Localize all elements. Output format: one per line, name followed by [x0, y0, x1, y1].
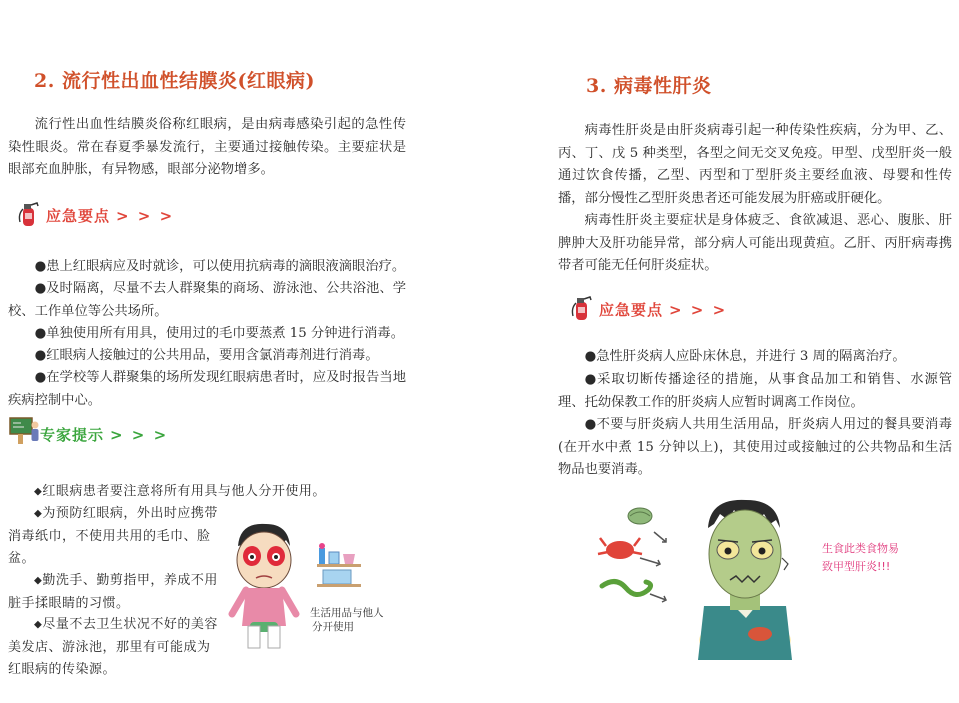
right-intro-paragraph: 病毒性肝炎是由肝炎病毒引起一种传染性疾病，分为甲、乙、丙、丁、戊 5 种类型，各型之间无交叉免疫。甲型、戊型肝炎一般通过饮食传播，乙型、丙型和丁型肝炎主要经血液、母婴和性传播，部分慢性乙型肝炎患者还可能发展为肝癌或肝硬化。 [558, 123, 952, 206]
left-caption-line: 分开使用 [312, 621, 354, 633]
right-emergency-item: ●急性肝炎病人应卧床休息，并进行 3 周的隔离治疗。 [584, 349, 906, 364]
fire-extinguisher-icon [569, 294, 593, 322]
red-eye-child-illustration [224, 518, 304, 652]
left-illustration-caption [310, 606, 390, 634]
right-intro-paragraph: 病毒性肝炎主要症状是身体疲乏、食欲减退、恶心、腹胀、肝脾肿大及肝功能异常，部分病人可能出现黄疸。乙肝、丙肝病毒携带者可能无任何肝炎症状。 [558, 213, 952, 273]
left-emergency-item: ●单独使用所有用具，使用过的毛巾要蒸煮 15 分钟进行消毒。 [34, 326, 404, 341]
right-emergency-label: 应急要点 [599, 301, 664, 319]
fire-extinguisher-icon [16, 200, 40, 228]
left-emergency-label: 应急要点 [46, 207, 111, 225]
daily-items-shelf-illustration [315, 540, 365, 596]
left-emergency-arrows: > > > [116, 207, 175, 225]
left-expert-header [10, 422, 210, 446]
contaminated-food-illustration [596, 502, 696, 622]
left-section-title: 2. 流行性出血性结膜炎(红眼病) [34, 70, 315, 92]
right-caption-line: 致甲型肝炎!!! [822, 560, 891, 573]
teacher-board-icon [8, 416, 42, 446]
left-caption-line: 生活用品与他人 [310, 607, 384, 619]
right-caption-line: 生食此类食物易 [822, 542, 899, 555]
left-expert-lead: ◆红眼病患者要注意将所有用具与他人分开使用。 [34, 484, 326, 499]
right-emergency-item: ●采取切断传播途径的措施，从事食品加工和销售、水源管理、托幼保教工作的肝炎病人应暂时调离工作岗位。 [558, 372, 952, 410]
left-expert-label: 专家提示 [40, 426, 105, 444]
left-expert-item: ◆为预防红眼病，外出时应携带消毒纸巾，不使用共用的毛巾、脸盆。 [8, 506, 218, 566]
sick-man-illustration [690, 494, 800, 660]
left-intro-paragraph: 流行性出血性结膜炎俗称红眼病，是由病毒感染引起的急性传染性眼炎。常在春夏季暴发流行，主要通过接触传染。主要症状是眼部充血肿胀，有异物感，眼部分泌物增多。 [8, 117, 406, 177]
left-emergency-header [16, 203, 216, 227]
left-emergency-item: ●红眼病人接触过的公共用品，要用含氯消毒剂进行消毒。 [34, 348, 379, 363]
left-expert-item: ◆尽量不去卫生状况不好的美容美发店、游泳池，那里有可能成为红眼病的传染源。 [8, 617, 218, 677]
right-emergency-arrows: > > > [669, 301, 728, 319]
left-emergency-item: ●及时隔离，尽量不去人群聚集的商场、游泳池、公共浴池、学校、工作单位等公共场所。 [8, 281, 406, 319]
left-emergency-item: ●患上红眼病应及时就诊，可以使用抗病毒的滴眼液滴眼治疗。 [34, 259, 406, 274]
right-section-title: 3. 病毒性肝炎 [586, 75, 712, 97]
right-emergency-header [569, 297, 769, 321]
left-expert-arrows: > > > [110, 426, 169, 444]
right-illustration-caption [822, 540, 932, 576]
right-emergency-item: ●不要与肝炎病人共用生活用品，肝炎病人用过的餐具要消毒(在开水中煮 15 分钟以上)，其使用过或接触过的公共物品和生活物品也要消毒。 [558, 417, 952, 477]
left-emergency-item: ●在学校等人群聚集的场所发现红眼病患者时，应及时报告当地疾病控制中心。 [8, 370, 406, 408]
left-expert-item: ◆勤洗手、勤剪指甲，养成不用脏手揉眼睛的习惯。 [8, 573, 218, 611]
